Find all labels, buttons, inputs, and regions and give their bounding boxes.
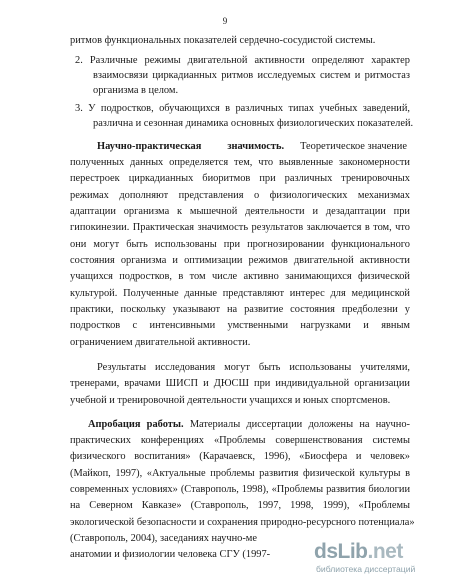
section-line: [97, 141, 410, 153]
text-line: подростков с интенсивными умственными нагрузками и явным: [70, 320, 410, 331]
section-heading-significance: значимость.: [227, 141, 285, 152]
list-item-2: 2. Различные режимы двигательной активности определяют характер: [75, 55, 410, 66]
section-heading-practical: Научно-практическая: [97, 141, 202, 152]
text-line: учащихся подростков, в том числе активно занимающихся физической: [70, 271, 410, 282]
text-line: учебной и тренировочной деятельности учащихся и юных спортсменов.: [70, 395, 391, 406]
text-line: Результаты исследования могут быть использованы учителями,: [97, 362, 410, 373]
text-line: ритмов функциональных показателей сердечно-сосудистой системы.: [70, 35, 376, 46]
section-heading-approbation: Апробация работы.: [88, 419, 184, 430]
watermark-logo-main: dsLib: [314, 540, 368, 563]
text-line: практики, поскольку указывают на развитие состояния предболезни у: [70, 304, 410, 315]
text-line: анатомии и физиологии человека СГУ (1997-: [70, 549, 271, 560]
watermark: [314, 538, 444, 578]
text-line: они могут быть использованы при прогнозировании функционального: [70, 239, 410, 250]
text-line: тренерами, врачами ШИСП и ДЮСШ при индивидуальной организации: [70, 378, 410, 389]
text-line: ограничением двигательной активности.: [70, 337, 251, 348]
text-fragment: Материалы диссертации доложены на научно-: [189, 419, 410, 430]
text-line: экологической безопасности и сохранения природно-ресурсного потенциала»: [70, 517, 415, 528]
text-line: перестроек циркадианных биоритмов при различных тренировочных: [70, 173, 410, 184]
watermark-logo: [314, 540, 403, 564]
text-line: современных условиях» (Ставрополь, 1998), «Проблемы развития биологии: [70, 484, 410, 495]
text-line: физического воспитания» (Карачаевск, 1996), «Биосфера и человек»: [70, 451, 410, 462]
text-fragment: Теоретическое значение: [300, 141, 407, 152]
text-line: состояния организма и оптимизации режимов двигательной активности: [70, 255, 410, 266]
text-line: взаимосвязи циркадианных ритмов исследуемых систем и ритмостаз: [93, 70, 410, 81]
watermark-logo-ext: .net: [367, 540, 403, 563]
text-line: практических конференциях «Проблемы совершенствования системы: [70, 435, 410, 446]
text-line: различна и сезонная динамика основных физиологических показателей.: [93, 118, 414, 129]
section-line: [88, 419, 410, 431]
text-line: полученных данных определяется тем, что выявленные закономерности: [70, 157, 410, 168]
text-line: организма в целом.: [93, 85, 179, 96]
watermark-subtitle: библиотека диссертаций: [316, 564, 416, 574]
text-line: адаптации организма к мышечной деятельности и дезадаптации при: [70, 206, 410, 217]
text-line: (Майкоп, 1997), «Актуальные проблемы развития физической культуры в: [70, 468, 410, 479]
text-line: на Северном Кавказе» (Ставрополь, 1997, 1998, 1999), «Проблемы: [70, 500, 410, 511]
text-line: культурой. Полученные данные представляют интерес для медицинской: [70, 288, 410, 299]
page-number: 9: [222, 16, 228, 26]
text-line: гипокинезии. Практическая значимость результатов заключается в том, что: [70, 222, 410, 233]
text-line: режимах дополняют представления о физиологических механизмах: [70, 190, 410, 201]
list-item-3: 3. У подростков, обучающихся в различных типах учебных заведений,: [75, 103, 410, 114]
text-line: (Ставрополь, 2004), заседаниях научно-ме: [70, 533, 257, 544]
